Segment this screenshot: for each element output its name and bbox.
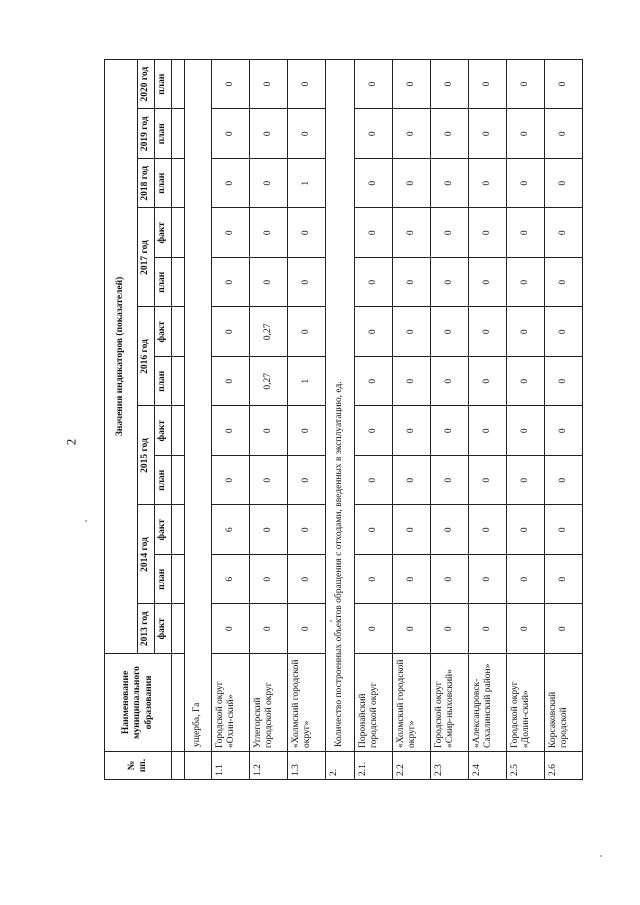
indicator-value: 0 [250, 406, 288, 456]
indicator-value: 0 [431, 406, 469, 456]
indicator-value: 6 [212, 505, 250, 555]
plan-fact-header: план [155, 456, 172, 506]
spacer-cell [172, 406, 185, 456]
indicator-value: 0 [431, 258, 469, 308]
plan-fact-header: факт [155, 406, 172, 456]
indicator-value: 0 [431, 456, 469, 506]
plan-fact-header: факт [155, 505, 172, 555]
indicator-value: 0 [355, 406, 393, 456]
indicator-value: 0 [212, 357, 250, 407]
row-num: 1.1 [212, 752, 250, 780]
spacer-cell [172, 307, 185, 357]
indicator-value: 0 [393, 406, 431, 456]
row-num: 1.3 [288, 752, 326, 780]
indicator-value: 0 [355, 357, 393, 407]
indicator-value: 0 [212, 406, 250, 456]
municipality-name: «Холмский городской округ» [288, 654, 326, 752]
indicator-value: 0 [212, 456, 250, 506]
year-header: 2013 год [138, 604, 155, 654]
indicator-value: 0 [431, 208, 469, 258]
indicator-value: 0 [431, 604, 469, 654]
indicator-value: 0 [469, 159, 507, 209]
municipality-name: «Александровск-Сахалинский район» [469, 654, 507, 752]
continuation-row [185, 59, 212, 779]
indicator-value: 0 [507, 406, 545, 456]
indicator-value: 0 [355, 208, 393, 258]
indicator-value: 0 [431, 307, 469, 357]
indicator-value: 1 [288, 357, 326, 407]
indicator-value: 0 [469, 208, 507, 258]
column-header-name: Наименование муниципального образования [105, 654, 172, 752]
indicator-value: 0 [355, 307, 393, 357]
plan-fact-header: план [155, 159, 172, 209]
indicator-value: 0 [288, 505, 326, 555]
plan-fact-header: план [155, 109, 172, 159]
spacer-cell [172, 258, 185, 308]
indicator-value: 0 [288, 59, 326, 109]
indicator-value: 0 [250, 208, 288, 258]
spacer-cell [172, 752, 185, 780]
table-row [250, 59, 288, 779]
spacer-cell [172, 159, 185, 209]
continuation-text: ущерба, Га [185, 59, 212, 751]
indicator-value: 0 [545, 604, 583, 654]
indicator-value: 0 [469, 307, 507, 357]
indicator-value: 0 [212, 604, 250, 654]
year-header: 2017 год [138, 208, 155, 307]
spacer-cell [172, 654, 185, 752]
indicator-value: 0 [250, 555, 288, 605]
indicator-value: 0 [355, 505, 393, 555]
indicator-value: 0 [393, 208, 431, 258]
page-number: 2 [63, 438, 79, 446]
year-header: 2015 год [138, 406, 155, 505]
indicator-value: 0 [469, 555, 507, 605]
indicator-value: 0 [212, 159, 250, 209]
indicator-value: 0 [507, 307, 545, 357]
indicator-value: 0 [212, 307, 250, 357]
indicator-value: 0 [545, 159, 583, 209]
spacer-cell [172, 555, 185, 605]
rotated-table-container [104, 60, 589, 780]
indicator-value: 0 [431, 59, 469, 109]
plan-fact-header: план [155, 357, 172, 407]
indicator-value: 0 [288, 109, 326, 159]
year-header: 2018 год [138, 159, 155, 209]
table-row [288, 59, 326, 779]
municipality-name: «Холмский городской округ» [393, 654, 431, 752]
indicator-value: 0 [507, 604, 545, 654]
indicator-value: 0 [469, 406, 507, 456]
indicator-value: 0 [212, 208, 250, 258]
row-num: 2.3 [431, 752, 469, 780]
header-row [105, 59, 138, 779]
table-row [545, 59, 583, 779]
indicator-value: 0 [355, 604, 393, 654]
row-num: 1.2 [250, 752, 288, 780]
indicator-value: 6 [212, 555, 250, 605]
indicator-value: 0 [431, 505, 469, 555]
spacer-cell [172, 505, 185, 555]
indicator-value: 0 [393, 555, 431, 605]
row-num: 2.6 [545, 752, 583, 780]
spacer-cell [172, 59, 185, 109]
indicator-value: 0 [288, 208, 326, 258]
indicator-value: 0 [393, 604, 431, 654]
indicator-value: 0 [250, 456, 288, 506]
row-num: 2.1. [355, 752, 393, 780]
indicator-value: 0 [545, 456, 583, 506]
table-row [469, 59, 507, 779]
year-header: 2020 год [138, 59, 155, 109]
indicator-value: 0 [507, 159, 545, 209]
indicator-value: 0 [507, 109, 545, 159]
indicator-value: 0 [288, 456, 326, 506]
indicator-value: 0 [288, 258, 326, 308]
indicator-value: 0 [545, 208, 583, 258]
indicator-value: 0 [250, 604, 288, 654]
indicator-value: 0 [507, 357, 545, 407]
indicator-value: 0 [431, 357, 469, 407]
indicator-value: 0 [507, 59, 545, 109]
indicator-value: 0 [212, 258, 250, 308]
table-row [507, 59, 545, 779]
plan-fact-header: факт [155, 307, 172, 357]
municipality-name: Городской округ «Долин-ский» [507, 654, 545, 752]
indicator-value: 0 [393, 505, 431, 555]
indicator-value: 0 [431, 109, 469, 159]
table-row [393, 59, 431, 779]
indicator-value: 0 [545, 555, 583, 605]
section-row [326, 59, 355, 779]
indicator-value: 0 [355, 159, 393, 209]
indicator-value: 1 [288, 159, 326, 209]
plan-fact-header: план [155, 258, 172, 308]
indicator-value: 0 [469, 357, 507, 407]
indicator-value: 0 [545, 109, 583, 159]
municipality-name: Поронайский городской округ [355, 654, 393, 752]
indicator-value: 0 [212, 59, 250, 109]
row-num: 2.5 [507, 752, 545, 780]
column-header-num: № пп. [105, 752, 172, 780]
indicator-value: 0,27 [250, 357, 288, 407]
year-header: 2019 год [138, 109, 155, 159]
scan-speck [85, 520, 87, 522]
indicator-value: 0 [355, 258, 393, 308]
year-header: 2014 год [138, 505, 155, 604]
spacer-cell [172, 357, 185, 407]
indicator-value: 0 [250, 109, 288, 159]
indicator-value: 0 [355, 555, 393, 605]
scan-speck [600, 855, 602, 857]
spacer-cell [172, 604, 185, 654]
indicator-value: 0 [507, 456, 545, 506]
indicator-value: 0 [469, 604, 507, 654]
column-header-indicators: Значения индикаторов (показателей) [105, 59, 138, 653]
section-title: Количество построенных объектов обращения с отходами, введенных в эксплуатацию, ед. [326, 59, 355, 751]
municipality-name: Городской округ «Охин-ский» [212, 654, 250, 752]
indicator-value: 0 [393, 159, 431, 209]
indicator-value: 0 [545, 357, 583, 407]
plan-fact-header: план [155, 555, 172, 605]
indicator-value: 0 [355, 456, 393, 506]
indicator-value: 0 [469, 456, 507, 506]
table-row [212, 59, 250, 779]
indicator-value: 0 [288, 555, 326, 605]
table-row [431, 59, 469, 779]
indicator-value: 0 [393, 307, 431, 357]
indicator-value: 0 [545, 307, 583, 357]
indicator-value: 0 [507, 555, 545, 605]
indicator-value: 0 [250, 258, 288, 308]
indicator-value: 0 [393, 456, 431, 506]
indicator-value: 0 [545, 59, 583, 109]
plan-fact-header: факт [155, 208, 172, 258]
indicator-value: 0 [250, 159, 288, 209]
indicator-value: 0 [393, 109, 431, 159]
indicator-value: 0 [250, 505, 288, 555]
plan-fact-header: факт [155, 604, 172, 654]
row-num: 2.2 [393, 752, 431, 780]
indicator-value: 0 [393, 59, 431, 109]
indicator-value: 0 [288, 307, 326, 357]
indicator-value: 0 [431, 555, 469, 605]
year-header: 2016 год [138, 307, 155, 406]
municipality-name: Городской округ «Смир-ныховский» [431, 654, 469, 752]
plan-fact-header: план [155, 59, 172, 109]
indicator-value: 0 [507, 505, 545, 555]
indicator-value: 0 [212, 109, 250, 159]
indicator-value: 0 [288, 604, 326, 654]
indicators-table [104, 59, 583, 780]
municipality-name: Корсаковский городской [545, 654, 583, 752]
indicator-value: 0 [507, 208, 545, 258]
section-num: 2. [326, 752, 355, 780]
indicator-value: 0 [469, 109, 507, 159]
indicator-value: 0 [469, 59, 507, 109]
spacer-cell [172, 208, 185, 258]
indicator-value: 0 [393, 357, 431, 407]
indicator-value: 0 [393, 258, 431, 308]
spacer-row [172, 59, 185, 779]
indicator-value: 0 [355, 109, 393, 159]
municipality-name: Углегорский городской округ [250, 654, 288, 752]
indicator-value: 0 [507, 258, 545, 308]
table-row [355, 59, 393, 779]
indicator-value: 0 [545, 258, 583, 308]
indicator-value: 0 [545, 505, 583, 555]
row-num: 2.4 [469, 752, 507, 780]
spacer-cell [172, 456, 185, 506]
indicator-value: 0 [469, 505, 507, 555]
indicator-value: 0 [250, 59, 288, 109]
row-num [185, 752, 212, 780]
indicator-value: 0,27 [250, 307, 288, 357]
indicator-value: 0 [545, 406, 583, 456]
indicator-value: 0 [431, 159, 469, 209]
indicator-value: 0 [288, 406, 326, 456]
indicator-value: 0 [355, 59, 393, 109]
spacer-cell [172, 109, 185, 159]
indicator-value: 0 [469, 258, 507, 308]
